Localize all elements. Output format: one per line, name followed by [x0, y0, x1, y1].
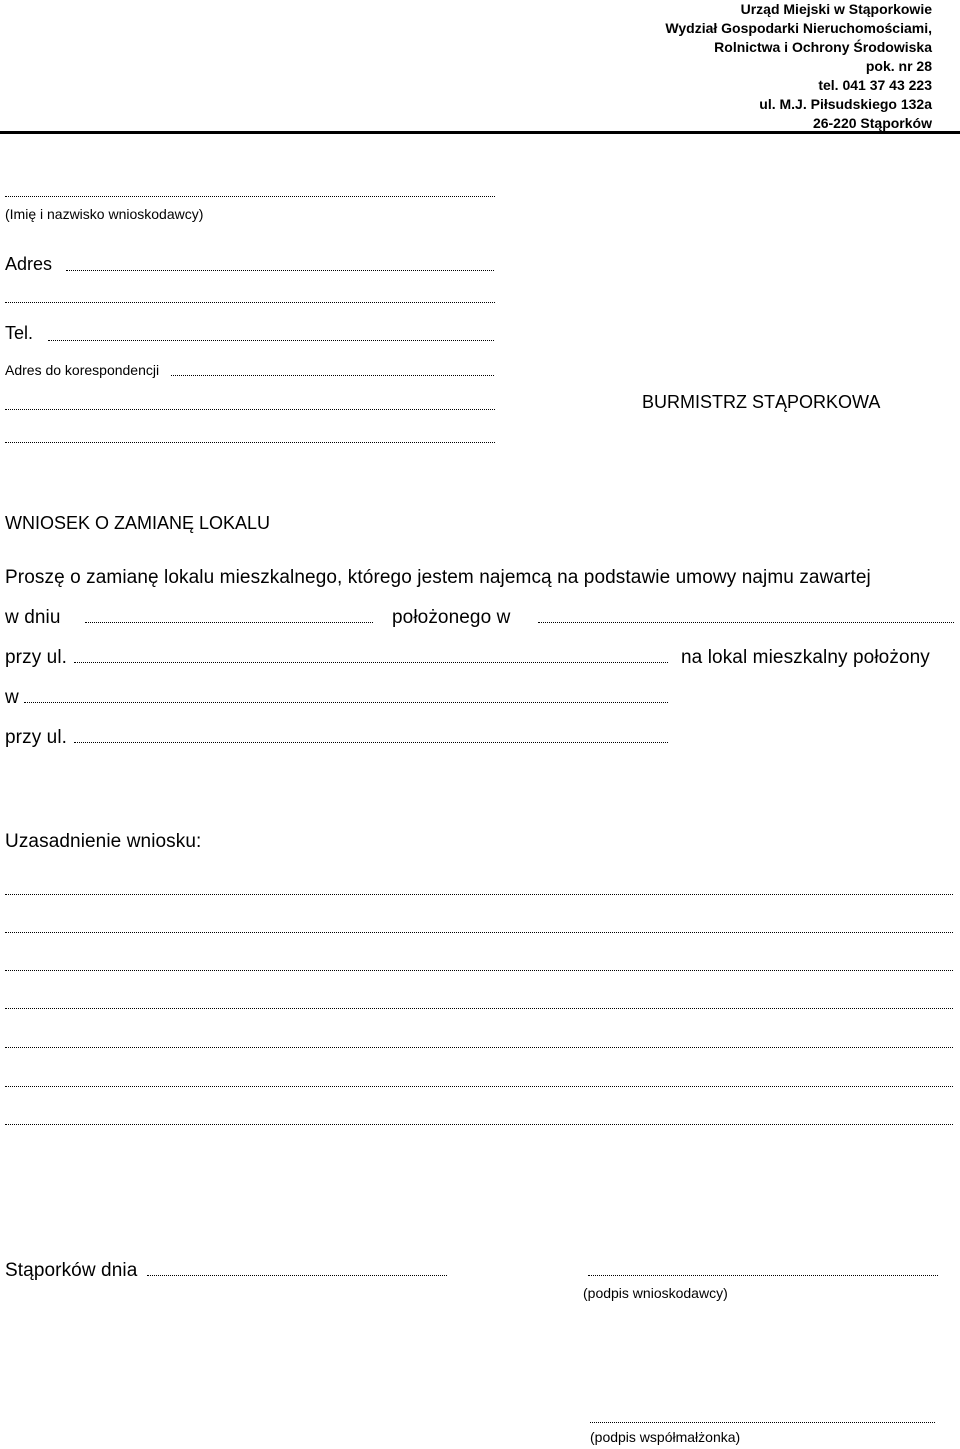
address-field-line-2[interactable] — [5, 302, 495, 303]
contract-date-field[interactable] — [85, 622, 373, 623]
office-line: pok. nr 28 — [865, 58, 932, 74]
justification-line[interactable] — [5, 1047, 953, 1048]
contract-date-label: w dniu — [5, 607, 61, 628]
justification-line[interactable] — [5, 932, 953, 933]
document-title: WNIOSEK O ZAMIANĘ LOKALU — [5, 513, 271, 533]
office-line: Urząd Miejski w Stąporkowie — [740, 1, 932, 17]
justification-line[interactable] — [5, 894, 953, 895]
address-field[interactable] — [66, 270, 494, 271]
correspondence-label: Adres do korespondencji — [5, 362, 160, 378]
justification-label: Uzasadnienie wniosku: — [5, 831, 202, 852]
current-street-label: przy ul. — [5, 647, 68, 668]
request-line-1: Proszę o zamianę lokalu mieszkalnego, którego jestem najemcą na podstawie umowy najmu zawartej — [5, 567, 871, 588]
current-locality-field[interactable] — [538, 622, 954, 623]
correspondence-field[interactable] — [171, 375, 494, 376]
new-locality-label: w — [5, 687, 19, 708]
new-locality-field[interactable] — [24, 702, 668, 703]
justification-line[interactable] — [5, 1124, 953, 1125]
addressee: BURMISTRZ STĄPORKOWA — [642, 392, 881, 412]
header-divider — [0, 131, 960, 134]
justification-line[interactable] — [5, 1086, 953, 1087]
tel-field[interactable] — [48, 340, 494, 341]
spouse-signature-field[interactable] — [590, 1422, 935, 1423]
address-label: Adres — [5, 254, 53, 274]
new-street-label: przy ul. — [5, 727, 68, 748]
correspondence-field-line-2[interactable] — [5, 409, 495, 410]
spouse-signature-caption: (podpis współmałżonka) — [590, 1429, 741, 1445]
office-line: ul. M.J. Piłsudskiego 132a — [759, 96, 932, 112]
new-flat-label: na lokal mieszkalny położony — [681, 647, 930, 668]
applicant-name-caption: (Imię i nazwisko wnioskodawcy) — [5, 206, 204, 222]
located-in-label: położonego w — [392, 607, 511, 628]
office-line: Wydział Gospodarki Nieruchomościami, — [665, 20, 932, 36]
office-header — [665, 0, 932, 133]
applicant-signature-field[interactable] — [588, 1275, 938, 1276]
justification-line[interactable] — [5, 970, 953, 971]
place-date-label: Stąporków dnia — [5, 1260, 138, 1281]
applicant-signature-caption: (podpis wnioskodawcy) — [583, 1285, 728, 1301]
tel-label: Tel. — [5, 323, 34, 343]
office-line: 26-220 Stąporków — [812, 115, 932, 131]
correspondence-field-line-3[interactable] — [5, 442, 495, 443]
date-field[interactable] — [147, 1275, 447, 1276]
applicant-name-field[interactable] — [5, 196, 495, 197]
new-street-field[interactable] — [74, 742, 668, 743]
office-line: Rolnictwa i Ochrony Środowiska — [714, 39, 932, 55]
office-line: tel. 041 37 43 223 — [818, 77, 932, 93]
justification-line[interactable] — [5, 1008, 953, 1009]
current-street-field[interactable] — [74, 662, 668, 663]
